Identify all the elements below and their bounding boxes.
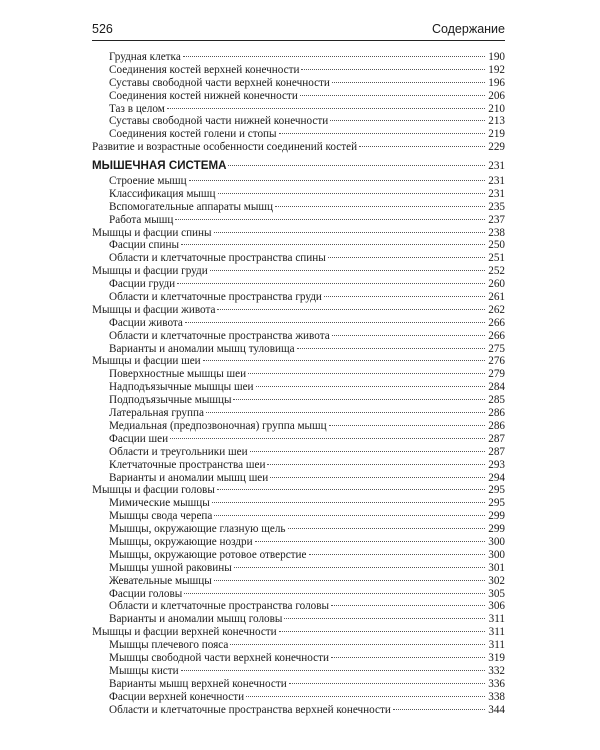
toc-entry-page: 299 — [488, 523, 505, 536]
toc-entry — [92, 523, 505, 536]
toc-entry-title: Мышцы свода черепа — [109, 510, 213, 523]
toc-entry — [92, 510, 505, 523]
toc-entry-page: 266 — [488, 329, 505, 342]
toc-entry — [92, 433, 505, 446]
dot-leader — [214, 580, 485, 581]
dot-leader — [167, 108, 485, 109]
toc-entry — [92, 304, 505, 317]
toc-entry — [92, 64, 505, 77]
dot-leader — [218, 193, 485, 194]
toc-entry — [92, 420, 505, 433]
toc-entry — [92, 536, 505, 549]
toc-entry-title: Работа мышц — [109, 213, 174, 226]
toc-entry-page: 210 — [488, 102, 505, 115]
toc-entry-title: Мышцы ушной раковины — [109, 561, 232, 574]
toc-entry-page: 260 — [488, 278, 505, 291]
toc-entry-page: 276 — [488, 355, 505, 368]
toc-entry — [92, 394, 505, 407]
toc-entry-page: 338 — [488, 690, 505, 703]
toc-entry-page: 251 — [488, 252, 505, 265]
toc-entry-title: Фасции спины — [109, 239, 179, 252]
toc-entry-title: Мышцы и фасции спины — [92, 226, 212, 239]
dot-leader — [228, 165, 485, 166]
toc-entry — [92, 330, 505, 343]
toc-entry-page: 252 — [488, 265, 505, 278]
toc-entry-title: Фасции верхней конечности — [109, 690, 245, 703]
toc-entry — [92, 368, 505, 381]
dot-leader — [332, 335, 485, 336]
toc-entry-title: Варианты мышц верхней конечности — [109, 677, 287, 690]
header-rule — [92, 40, 505, 41]
dot-leader — [214, 232, 485, 233]
dot-leader — [250, 451, 485, 452]
toc-entry-title: Соединения костей нижней конечности — [109, 89, 298, 102]
toc-entry-title: Фасции шеи — [109, 432, 169, 445]
toc-entry-title: Клетчаточные пространства шеи — [109, 458, 266, 471]
dot-leader — [332, 82, 485, 83]
toc-entry-title: Жевательные мышцы — [109, 574, 212, 587]
dot-leader — [275, 206, 485, 207]
toc-entry-title: Грудная клетка — [109, 51, 181, 63]
dot-leader — [233, 399, 485, 400]
toc-entry-title: Мышцы свободной части верхней конечности — [109, 651, 329, 664]
toc-entry — [92, 446, 505, 459]
running-header — [92, 22, 505, 42]
toc-entry — [92, 278, 505, 291]
toc-entry-title: Варианты и аномалии мышц шеи — [109, 471, 269, 484]
toc-entry — [92, 665, 505, 678]
toc-entry-title: Области и клетчаточные пространства живота — [109, 329, 330, 342]
toc-entry-title: Варианты и аномалии мышц головы — [109, 613, 283, 626]
toc-entry — [92, 639, 505, 652]
dot-leader — [234, 567, 485, 568]
toc-entry-page: 261 — [488, 291, 505, 304]
toc-entry-page: 287 — [488, 445, 505, 458]
dot-leader — [183, 56, 485, 57]
toc-entry — [92, 562, 505, 575]
toc-entry-page: 231 — [488, 175, 505, 188]
toc-entry-page: 344 — [488, 703, 505, 716]
toc-entry-title: Мышцы плечевого пояса — [109, 639, 229, 652]
toc-entry-title: Области и клетчаточные пространства спины — [109, 252, 326, 265]
toc-entry-title: Мышцы, окружающие глазную щель — [109, 523, 286, 536]
toc-entry-page: 262 — [488, 303, 505, 316]
toc-entry-page: 279 — [488, 368, 505, 381]
toc-entry — [92, 214, 505, 227]
table-of-contents — [92, 51, 505, 716]
dot-leader — [210, 270, 485, 271]
toc-entry-page: 311 — [488, 626, 505, 639]
toc-entry-page: 237 — [488, 213, 505, 226]
toc-entry-page: 319 — [488, 651, 505, 664]
dot-leader — [203, 360, 485, 361]
toc-entry — [92, 291, 505, 304]
toc-entry-page: 306 — [488, 600, 505, 613]
toc-entry-title: Развитие и возрастные особенности соединений костей — [92, 141, 358, 154]
dot-leader — [393, 709, 485, 710]
dot-leader — [181, 670, 485, 671]
dot-leader — [256, 386, 485, 387]
toc-entry-page: 286 — [488, 407, 505, 420]
toc-entry-page: 206 — [488, 89, 505, 102]
dot-leader — [206, 412, 485, 413]
dot-leader — [331, 605, 485, 606]
dot-leader — [289, 683, 485, 684]
toc-entry-page: 231 — [488, 187, 505, 200]
dot-leader — [329, 425, 485, 426]
toc-entry-title: Подподъязычные мышцы — [109, 394, 232, 407]
toc-entry-page: 300 — [488, 548, 505, 561]
toc-entry-page: 275 — [488, 342, 505, 355]
toc-entry — [92, 103, 505, 116]
dot-leader — [270, 477, 485, 478]
dot-leader — [279, 133, 485, 134]
dot-leader — [246, 696, 485, 697]
toc-entry-title: Соединения костей верхней конечности — [109, 63, 300, 76]
dot-leader — [212, 502, 485, 503]
toc-entry-page: 229 — [488, 141, 505, 154]
dot-leader — [185, 322, 485, 323]
toc-entry — [92, 484, 505, 497]
dot-leader — [181, 244, 485, 245]
toc-entry-page: 293 — [488, 458, 505, 471]
toc-entry-page: 284 — [488, 381, 505, 394]
toc-entry — [92, 201, 505, 214]
toc-entry-page: 213 — [488, 115, 505, 128]
toc-entry-title: Мышцы кисти — [109, 664, 179, 677]
toc-entry — [92, 381, 505, 394]
dot-leader — [288, 528, 485, 529]
toc-entry — [92, 600, 505, 613]
toc-entry-title: Мимические мышцы — [109, 497, 210, 510]
dot-leader — [177, 283, 485, 284]
toc-entry — [92, 678, 505, 691]
toc-entry — [92, 459, 505, 472]
toc-entry-title: Вспомогательные аппараты мышц — [109, 200, 273, 213]
toc-entry-title: Надподъязычные мышцы шеи — [109, 381, 254, 394]
toc-entry — [92, 549, 505, 562]
toc-entry-title: Соединения костей голени и стопы — [109, 128, 277, 141]
dot-leader — [175, 219, 485, 220]
toc-entry-title: Таз в целом — [109, 102, 165, 115]
toc-entry — [92, 51, 505, 64]
toc-entry-title: Поверхностные мышцы шеи — [109, 368, 247, 381]
dot-leader — [230, 644, 485, 645]
dot-leader — [189, 180, 485, 181]
toc-entry-title: МЫШЕЧНАЯ СИСТЕМА — [92, 159, 227, 173]
toc-entry-page: 332 — [488, 664, 505, 677]
toc-entry — [92, 128, 505, 141]
toc-entry-title: Мышцы, окружающие ноздри — [109, 535, 253, 548]
dot-leader — [330, 120, 485, 121]
toc-entry-title: Латеральная группа — [109, 407, 204, 420]
toc-entry-title: Мышцы и фасции шеи — [92, 355, 201, 368]
toc-entry — [92, 626, 505, 639]
toc-entry — [92, 188, 505, 201]
dot-leader — [267, 464, 485, 465]
toc-entry — [92, 175, 505, 188]
toc-entry-page: 266 — [488, 316, 505, 329]
toc-entry-title: Мышцы и фасции верхней конечности — [92, 626, 277, 639]
toc-entry-title: Медиальная (предпозвоночная) группа мышц — [109, 419, 327, 432]
toc-entry-page: 311 — [488, 639, 505, 652]
toc-entry — [92, 472, 505, 485]
toc-entry-page: 231 — [488, 160, 505, 173]
toc-entry-page: 336 — [488, 677, 505, 690]
toc-entry-page: 196 — [488, 76, 505, 89]
toc-entry-title: Области и клетчаточные пространства верхней конечности — [109, 703, 391, 716]
toc-entry-page: 285 — [488, 394, 505, 407]
toc-entry-title: Фасции груди — [109, 278, 176, 291]
dot-leader — [217, 489, 485, 490]
toc-entry-page: 301 — [488, 561, 505, 574]
toc-entry-title: Суставы свободной части верхней конечности — [109, 76, 330, 89]
toc-entry-page: 302 — [488, 574, 505, 587]
toc-entry-page: 311 — [488, 613, 505, 626]
dot-leader — [214, 515, 485, 516]
dot-leader — [331, 657, 485, 658]
toc-entry — [92, 141, 505, 154]
toc-entry — [92, 239, 505, 252]
toc-entry-title: Строение мышц — [109, 175, 187, 188]
toc-entry-title: Фасции головы — [109, 587, 183, 600]
toc-entry-title: Варианты и аномалии мышц туловища — [109, 342, 295, 355]
toc-entry-title: Области и треугольники шеи — [109, 445, 248, 458]
toc-entry-title: Мышцы и фасции живота — [92, 303, 216, 316]
dot-leader — [309, 554, 485, 555]
dot-leader — [170, 438, 485, 439]
toc-entry — [92, 575, 505, 588]
dot-leader — [255, 541, 485, 542]
dot-leader — [301, 69, 485, 70]
toc-entry-page: 287 — [488, 432, 505, 445]
toc-entry-page: 300 — [488, 535, 505, 548]
toc-entry-page: 286 — [488, 419, 505, 432]
toc-entry — [92, 497, 505, 510]
dot-leader — [217, 309, 485, 310]
toc-entry — [92, 613, 505, 626]
dot-leader — [284, 618, 485, 619]
toc-entry-page: 235 — [488, 200, 505, 213]
toc-entry-title: Области и клетчаточные пространства груди — [109, 291, 322, 304]
toc-entry-page: 295 — [488, 497, 505, 510]
dot-leader — [248, 373, 485, 374]
toc-entry — [92, 407, 505, 420]
dot-leader — [297, 348, 485, 349]
dot-leader — [328, 257, 485, 258]
toc-entry-page: 294 — [488, 471, 505, 484]
toc-entry-title: Мышцы, окружающие ротовое отверстие — [109, 548, 307, 561]
toc-entry-title: Мышцы и фасции груди — [92, 265, 208, 278]
toc-entry-page: 190 — [488, 51, 505, 63]
dot-leader — [300, 95, 485, 96]
toc-entry — [92, 115, 505, 128]
toc-entry — [92, 265, 505, 278]
page-number: 526 — [92, 22, 113, 36]
toc-entry — [92, 343, 505, 356]
toc-entry-page: 250 — [488, 239, 505, 252]
toc-entry-page: 238 — [488, 226, 505, 239]
toc-entry — [92, 77, 505, 90]
toc-entry-page: 192 — [488, 63, 505, 76]
toc-entry-page: 295 — [488, 484, 505, 497]
toc-entry-page: 299 — [488, 510, 505, 523]
toc-entry-page: 219 — [488, 128, 505, 141]
toc-entry — [92, 317, 505, 330]
toc-entry-title: Области и клетчаточные пространства головы — [109, 600, 330, 613]
running-title: Содержание — [431, 22, 505, 36]
toc-entry-title: Фасции живота — [109, 316, 183, 329]
toc-entry-title: Классификация мышц — [109, 187, 216, 200]
toc-entry-page: 305 — [488, 587, 505, 600]
dot-leader — [359, 146, 485, 147]
toc-entry — [92, 652, 505, 665]
dot-leader — [184, 593, 485, 594]
toc-section-heading — [92, 160, 505, 173]
toc-entry — [92, 90, 505, 103]
toc-entry — [92, 588, 505, 601]
toc-entry — [92, 704, 505, 717]
toc-entry — [92, 252, 505, 265]
toc-entry-title: Суставы свободной части нижней конечности — [109, 115, 329, 128]
toc-entry-title: Мышцы и фасции головы — [92, 484, 215, 497]
dot-leader — [324, 296, 485, 297]
toc-entry — [92, 227, 505, 240]
toc-entry — [92, 355, 505, 368]
dot-leader — [279, 631, 485, 632]
toc-entry — [92, 691, 505, 704]
